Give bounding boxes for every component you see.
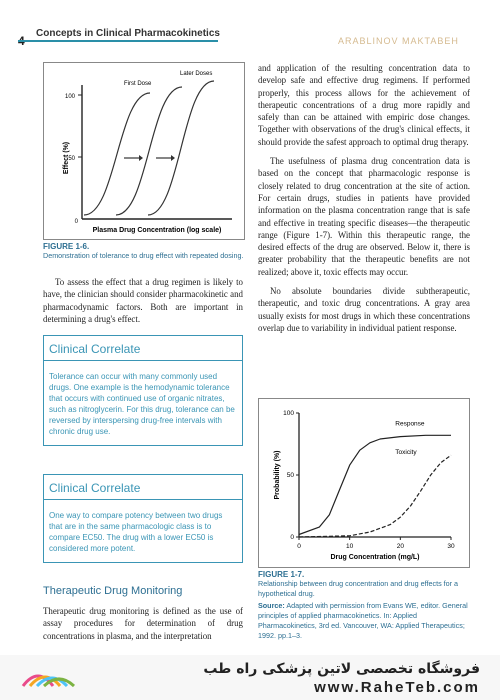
correlate-2-text: One way to compare potency between two drugs that are in the same pharmacologic class is to compare EC50. The drug with a lower EC50 is considered more potent. [49,511,223,554]
figure-1-6-plot [44,63,244,239]
correlate-1-text: Tolerance can occur with many commonly used drugs. One example is the hemodynamic tolerance that occurs with continued use of organic nitrates, such as nitroglycerin. For this drug, tolerance can be reversed by interspersing drug-free intervals with chronic drug use. [49,372,235,437]
x-tick-label: 10 [346,543,354,550]
x-tick-label: 30 [447,543,455,550]
third-dose-curve [148,81,214,215]
footer-banner [0,655,500,700]
footer-url[interactable]: www.RaheTeb.com [314,679,480,696]
series-line-response [299,435,451,534]
right-column [258,62,470,341]
figure-1-7-caption: Relationship between drug concentration and drug effects for a hypothetical drug. [258,579,459,598]
figure-1-7-label: FIGURE 1-7. [258,570,305,579]
watermark: ARABLINOV MAKTABEH [338,36,459,46]
left-paragraph: To assess the effect that a drug regimen is likely to have, the clinician should consider pharmacokinetic and pharmacodynamic factors. Both are important in determining a drug's effect. [43,277,243,324]
rahe-teb-logo-icon [18,660,88,690]
figure-1-7-chart [259,399,469,567]
response-label: Response [395,420,425,428]
footer-persian-text: فروشگاه تخصصی لاتین پزشکی راه طب [203,661,480,677]
clinical-correlate-2 [43,474,243,563]
header-rule [18,40,218,42]
source-label: Source: [258,601,285,610]
fig1-xlabel: Plasma Drug Concentration (log scale) [92,227,222,234]
figure-1-7-source [258,601,470,641]
x-axis-label: Drug Concentration (mg/L) [330,554,420,561]
fig1-ylabel: Effect (%) [63,141,70,175]
first-dose-curve [84,93,150,215]
y-tick-50: 50 [68,156,75,162]
figure-1-7-caption-block [258,568,470,641]
running-title: Concepts in Clinical Pharmacokinetics [36,28,220,39]
correlate-1-title: Clinical Correlate [44,336,242,361]
source-text: Adapted with permission from Evans WE, editor. General principles of applied pharmacokinetics. In: Applied Pharmacokinetics, 3rd ed. Vancouver, WA: Applied Therapeutics; 1992. pp.1–3. [258,601,468,640]
left-column [43,276,243,649]
clinical-correlate-1 [43,335,243,446]
first-dose-label: First Dose [124,81,152,87]
right-paragraph-3: No absolute boundaries divide subtherapeutic, therapeutic, and toxic drug concentrations. A gray area usually exists for most drugs in which these concentrations overlap due to variability in individual patient response. [258,286,470,333]
x-tick-label: 20 [396,543,404,550]
right-paragraph-2: The usefulness of plasma drug concentration data is based on the concept that pharmacologic response is closely related to drug concentration at the site of action. For certain drugs, studies in patients have provided information on the plasma concentration range that is safe and effective in treating specific diseases—the therapeutic range (Figure 1-7). Within this therapeutic range, the desired effects of the drug are observed. Below it, there is greater probability that the therapeutic benefits are not realized; above it, toxic effects may occur. [258,156,470,277]
figure-1-7 [258,398,470,568]
y-axis-label: Probability (%) [274,450,281,500]
later-doses-label: Later Doses [180,71,213,77]
y-tick-label: 100 [283,410,294,417]
toxicity-label: Toxicity [395,448,417,456]
x-tick-label: 0 [297,543,301,550]
right-paragraph-1: and application of the resulting concentration data to develop safe and effective drug regimens. If performed properly, this process allows for the achievement of therapeutic concentrations of a drug more rapidly and safely than can be attained with empiric dose changes. Together with observations of the drug's clinical effects, it should provide the safest approach to optimal drug therapy. [258,63,470,147]
y-tick-0: 0 [74,219,78,225]
figure-1-6-label: FIGURE 1-6. [43,242,90,251]
tdm-section-title: Therapeutic Drug Monitoring [43,585,183,598]
figure-1-6 [43,62,245,240]
figure-1-6-caption-block [43,240,248,261]
figure-1-6-caption: Demonstration of tolerance to drug effect with repeated dosing. [43,251,244,260]
y-tick-label: 50 [286,472,294,479]
tdm-paragraph: Therapeutic drug monitoring is defined as the use of assay procedures for determination of drug concentrations in plasma, and the interpretation [43,606,243,641]
y-tick-label: 0 [290,534,294,541]
second-dose-curve [116,87,182,215]
correlate-2-title: Clinical Correlate [44,475,242,500]
y-tick-100: 100 [64,94,75,100]
